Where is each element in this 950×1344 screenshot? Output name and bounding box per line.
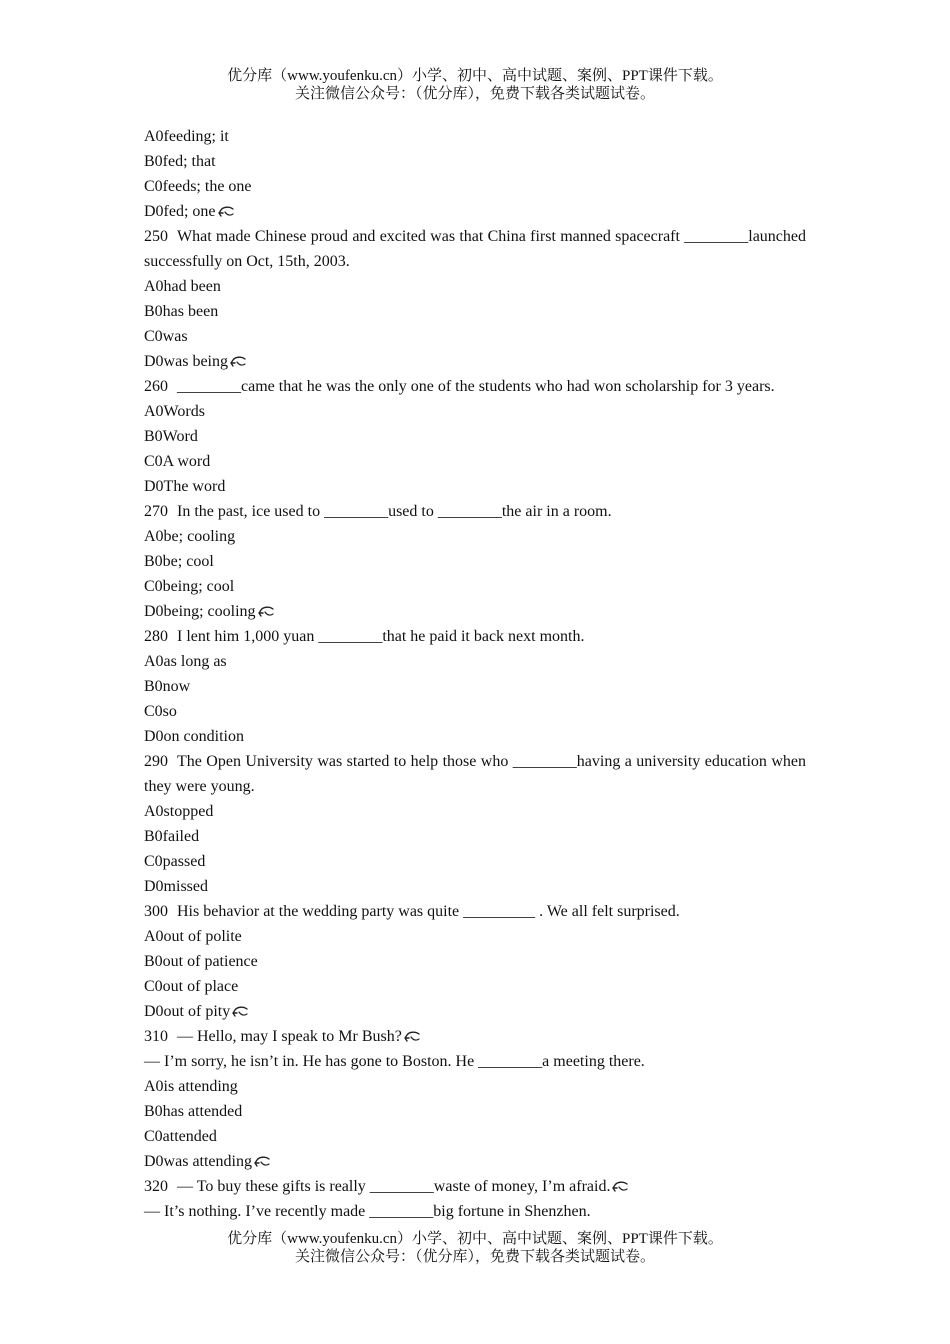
question-number: 310 bbox=[144, 1028, 168, 1045]
question-text: What made Chinese proud and excited was that China first manned spacecraft ________launched successfully on Oct, 15th, 2003. bbox=[144, 228, 806, 270]
option-c: C0was bbox=[144, 328, 188, 345]
paragraph-mark-icon bbox=[257, 606, 275, 618]
page-footer bbox=[0, 1230, 950, 1266]
option-a: A0is attending bbox=[144, 1078, 238, 1095]
option-b: B0failed bbox=[144, 828, 200, 845]
question-text: In the past, ice used to ________used to ________the air in a room. bbox=[177, 503, 612, 520]
question-300 bbox=[144, 899, 806, 924]
question-text: ________came that he was the only one of the students who had won scholarship for 3 years. bbox=[177, 378, 775, 395]
option-c: C0so bbox=[144, 703, 177, 720]
option-d: D0missed bbox=[144, 878, 208, 895]
question-number: 250 bbox=[144, 228, 168, 245]
paragraph-mark-icon bbox=[229, 356, 247, 368]
question-number: 260 bbox=[144, 378, 168, 395]
question-270 bbox=[144, 499, 806, 524]
option-a: A0as long as bbox=[144, 653, 227, 670]
question-text-continued: — It’s nothing. I’ve recently made ________big fortune in Shenzhen. bbox=[144, 1203, 591, 1220]
option-d bbox=[144, 1149, 806, 1174]
option-d bbox=[144, 999, 806, 1024]
header-line-1: 优分库（www.youfenku.cn）小学、初中、高中试题、案例、PPT课件下载。 bbox=[227, 68, 723, 84]
option-b: B0Word bbox=[144, 428, 198, 445]
question-280 bbox=[144, 624, 806, 649]
option-c: C0passed bbox=[144, 853, 206, 870]
question-text-continued: — I’m sorry, he isn’t in. He has gone to Boston. He ________a meeting there. bbox=[144, 1053, 645, 1070]
option-a: A0had been bbox=[144, 278, 221, 295]
page-header bbox=[0, 67, 950, 103]
option-b: B0now bbox=[144, 678, 191, 695]
option-a: A0stopped bbox=[144, 803, 214, 820]
option-a: A0out of polite bbox=[144, 928, 242, 945]
option-d: D0The word bbox=[144, 478, 226, 495]
option-b: B0has been bbox=[144, 303, 219, 320]
question-text: I lent him 1,000 yuan ________that he paid it back next month. bbox=[177, 628, 585, 645]
option-d bbox=[144, 599, 806, 624]
option-b: B0be; cool bbox=[144, 553, 214, 570]
question-number: 300 bbox=[144, 903, 168, 920]
option-text: D0out of pity bbox=[144, 1003, 231, 1020]
option-d: D0on condition bbox=[144, 728, 244, 745]
paragraph-mark-icon bbox=[403, 1031, 421, 1043]
option-text: D0was being bbox=[144, 353, 228, 370]
question-number: 270 bbox=[144, 503, 168, 520]
option-b: B0out of patience bbox=[144, 953, 258, 970]
question-text: His behavior at the wedding party was quite _________ . We all felt surprised. bbox=[177, 903, 680, 920]
header-line-2: 关注微信公众号：（优分库），免费下载各类试题试卷。 bbox=[294, 86, 655, 102]
question-number: 280 bbox=[144, 628, 168, 645]
paragraph-mark-icon bbox=[611, 1181, 629, 1193]
question-260 bbox=[144, 374, 806, 399]
option-d bbox=[144, 349, 806, 374]
option-c: C0A word bbox=[144, 453, 211, 470]
option-text: D0being; cooling bbox=[144, 603, 256, 620]
option-c: C0attended bbox=[144, 1128, 217, 1145]
question-text: — To buy these gifts is really ________waste of money, I’m afraid. bbox=[177, 1178, 611, 1195]
option-text: D0fed; one bbox=[144, 203, 216, 220]
question-310 bbox=[144, 1024, 806, 1049]
option-c: C0being; cool bbox=[144, 578, 235, 595]
question-250 bbox=[144, 224, 806, 274]
option-d bbox=[144, 199, 806, 224]
option-c: C0out of place bbox=[144, 978, 239, 995]
paragraph-mark-icon bbox=[217, 206, 235, 218]
footer-line-1: 优分库（www.youfenku.cn）小学、初中、高中试题、案例、PPT课件下载。 bbox=[227, 1231, 723, 1247]
option-b: B0has attended bbox=[144, 1103, 243, 1120]
paragraph-mark-icon bbox=[231, 1006, 249, 1018]
footer-line-2: 关注微信公众号：（优分库），免费下载各类试题试卷。 bbox=[294, 1249, 655, 1265]
question-text: The Open University was started to help those who ________having a university education when they were young. bbox=[144, 753, 806, 795]
question-290 bbox=[144, 749, 806, 799]
option-a: A0feeding; it bbox=[144, 128, 229, 145]
option-a: A0be; cooling bbox=[144, 528, 236, 545]
option-text: D0was attending bbox=[144, 1153, 252, 1170]
paragraph-mark-icon bbox=[253, 1156, 271, 1168]
question-number: 290 bbox=[144, 753, 168, 770]
question-text: — Hello, may I speak to Mr Bush? bbox=[177, 1028, 402, 1045]
option-c: C0feeds; the one bbox=[144, 178, 252, 195]
option-b: B0fed; that bbox=[144, 153, 216, 170]
question-number: 320 bbox=[144, 1178, 168, 1195]
question-list bbox=[144, 124, 806, 1224]
option-a: A0Words bbox=[144, 403, 205, 420]
question-320 bbox=[144, 1174, 806, 1199]
